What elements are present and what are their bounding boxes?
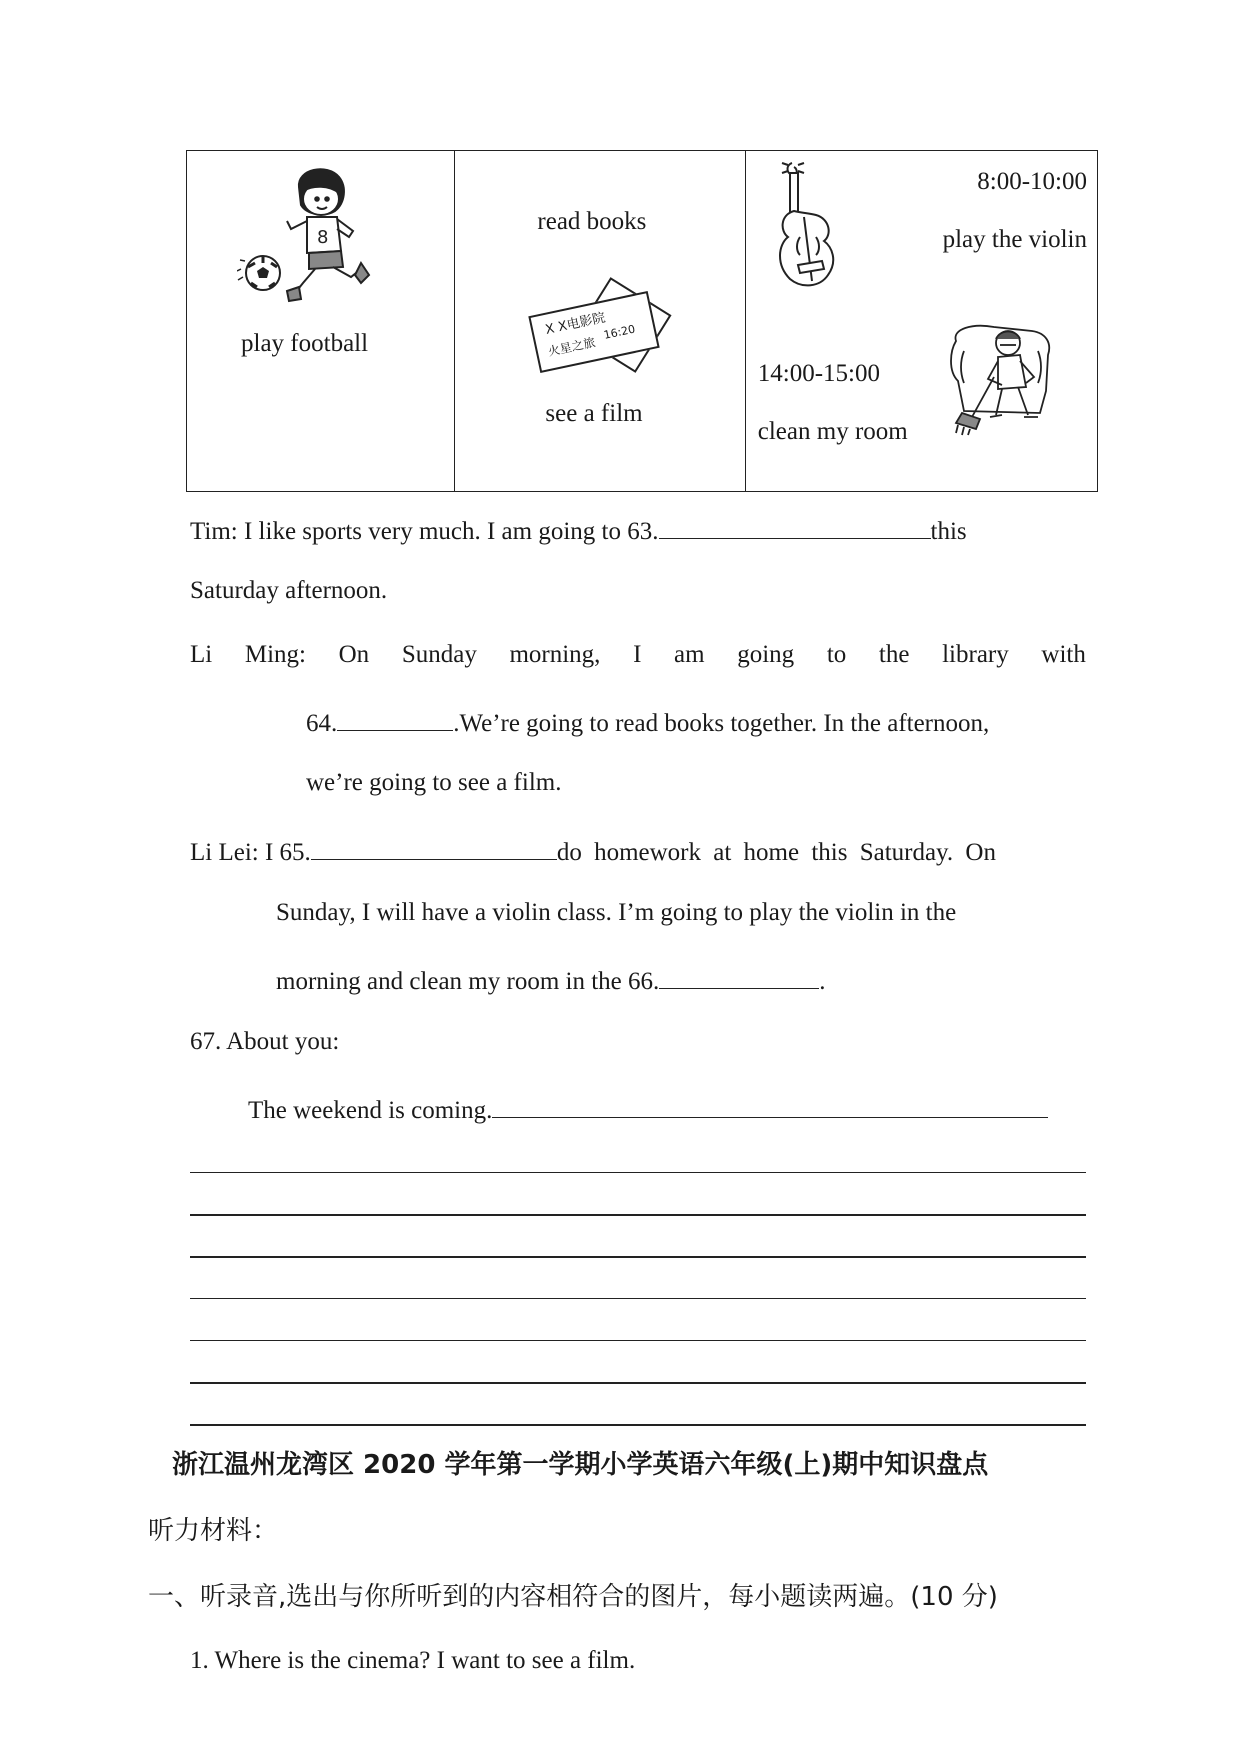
writing-line[interactable] (190, 1172, 1086, 1173)
cell-violin-clean (745, 151, 1097, 492)
blank-64[interactable] (337, 704, 453, 731)
movie-tickets-icon (527, 285, 667, 375)
listening-materials-heading: 听力材料： (148, 1516, 279, 1546)
dialogue-tim-line1: Tim: I like sports very much. I am going to 63. this (190, 512, 967, 547)
boy-sweeping-icon (942, 321, 1062, 437)
cell-football (187, 151, 455, 492)
dialogue-tim-line2: Saturday afternoon. (190, 577, 388, 604)
label-see-a-film: see a film (545, 400, 643, 427)
blank-65[interactable] (311, 833, 557, 860)
weekend-prompt: The weekend is coming. (248, 1091, 1048, 1126)
dialogue-liming-line2: 64. .We’re going to read books together. In the afternoon, (306, 704, 989, 739)
football-icon (237, 256, 280, 290)
activity-afternoon: clean my room (757, 418, 908, 445)
cell-film (455, 151, 745, 492)
dialogue-liming-line1: Li Ming: On Sunday morning, I am going to the library with (190, 641, 1086, 668)
violin-icon (778, 157, 848, 297)
writing-line[interactable] (190, 1424, 1086, 1426)
activity-morning: play the violin (942, 226, 1087, 253)
blank-63[interactable] (659, 512, 931, 539)
writing-line[interactable] (190, 1214, 1086, 1216)
activity-table (186, 150, 1098, 492)
writing-line[interactable] (190, 1382, 1086, 1384)
blank-66[interactable] (659, 962, 819, 989)
dialogue-lilei-line2: Sunday, I will have a violin class. I’m going to play the violin in the (276, 899, 957, 926)
boy-kicking-football-icon (237, 159, 387, 309)
ticket-front: X X电影院 火星之旅 16:20 (529, 291, 660, 373)
label-play-football: play football (241, 330, 369, 357)
dialogue-lilei-line3: morning and clean my room in the 66. . (276, 962, 826, 997)
blank-67-first[interactable] (492, 1091, 1048, 1118)
part-one-instructions: 一、听录音,选出与你所听到的内容相符合的图片，每小题读两遍。(10 分) (148, 1582, 998, 1612)
writing-line[interactable] (190, 1298, 1086, 1299)
dialogue-lilei-line1: Li Lei: I 65. do homework at home this Saturday. On (190, 833, 996, 868)
time-afternoon: 14:00-15:00 (757, 360, 880, 387)
question-67: 67. About you: (190, 1028, 340, 1055)
svg-text:8: 8 (317, 227, 329, 248)
listening-item-1: 1. Where is the cinema? I want to see a film. (190, 1647, 636, 1674)
label-read-books: read books (537, 208, 647, 235)
writing-line[interactable] (190, 1256, 1086, 1258)
time-morning: 8:00-10:00 (977, 168, 1087, 195)
section-title: 浙江温州龙湾区 2020 学年第一学期小学英语六年级(上)期中知识盘点 (172, 1450, 989, 1480)
dialogue-liming-line3: we’re going to see a film. (306, 769, 562, 796)
writing-line[interactable] (190, 1340, 1086, 1341)
